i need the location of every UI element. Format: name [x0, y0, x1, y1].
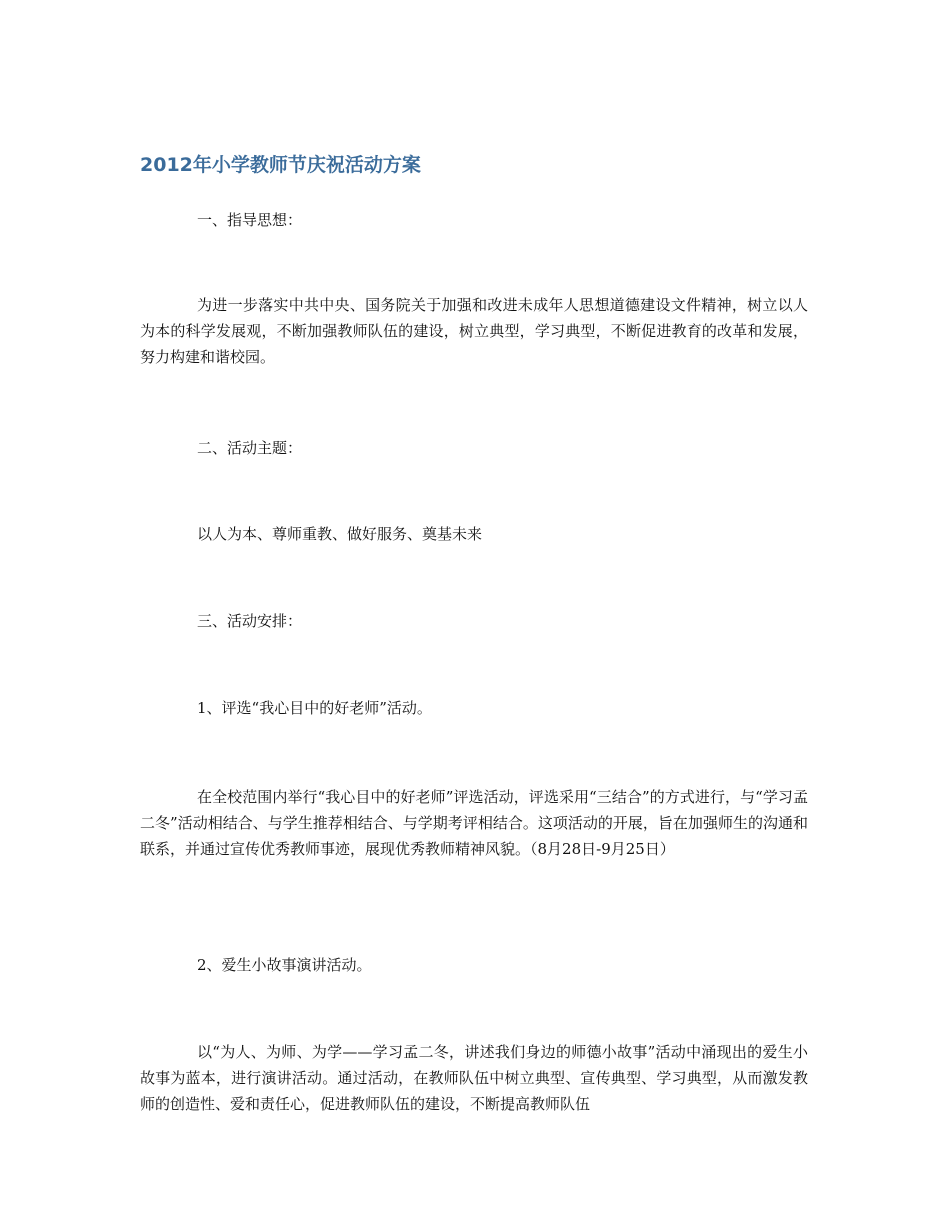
paragraph-speech-activity: 以“为人、为师、为学——学习孟二冬，讲述我们身边的师德小故事”活动中涌现出的爱生小故事为蓝本，进行演讲活动。通过活动，在教师队伍中树立典型、宣传典型、学习典型，从而激发教师的创造性、爱和责任心，促进教师队伍的建设，不断提高教师队伍: [140, 1043, 808, 1113]
paragraph-guiding-ideology: 为进一步落实中共中央、国务院关于加强和改进未成年人思想道德建设文件精神，树立以人为本的科学发展观，不断加强教师队伍的建设，树立典型，学习典型，不断促进教育的改革和发展，努力构建和谐校园。: [140, 296, 808, 366]
paragraph-good-teacher-selection: 在全校范围内举行“我心目中的好老师”评选活动，评选采用“三结合”的方式进行，与“学习孟二冬”活动相结合、与学生推荐相结合、与学期考评相结合。这项活动的开展，旨在加强师生的沟通和联系，并通过宣传优秀教师事迹，展现优秀教师精神风貌。（8月28日-9月25日）: [140, 788, 808, 858]
item-heading-speech-activity: 2、爱生小故事演讲活动。: [197, 956, 372, 974]
section-heading-activity-theme: 二、活动主题：: [197, 439, 303, 457]
item-heading-good-teacher-selection: 1、评选“我心目中的好老师”活动。: [197, 699, 432, 717]
document-title: 2012年小学教师节庆祝活动方案: [140, 154, 421, 176]
section-heading-guiding-ideology: 一、指导思想：: [197, 211, 303, 229]
paragraph-activity-theme: 以人为本、尊师重教、做好服务、奠基未来: [197, 525, 483, 543]
section-heading-activity-arrangement: 三、活动安排：: [197, 612, 303, 630]
